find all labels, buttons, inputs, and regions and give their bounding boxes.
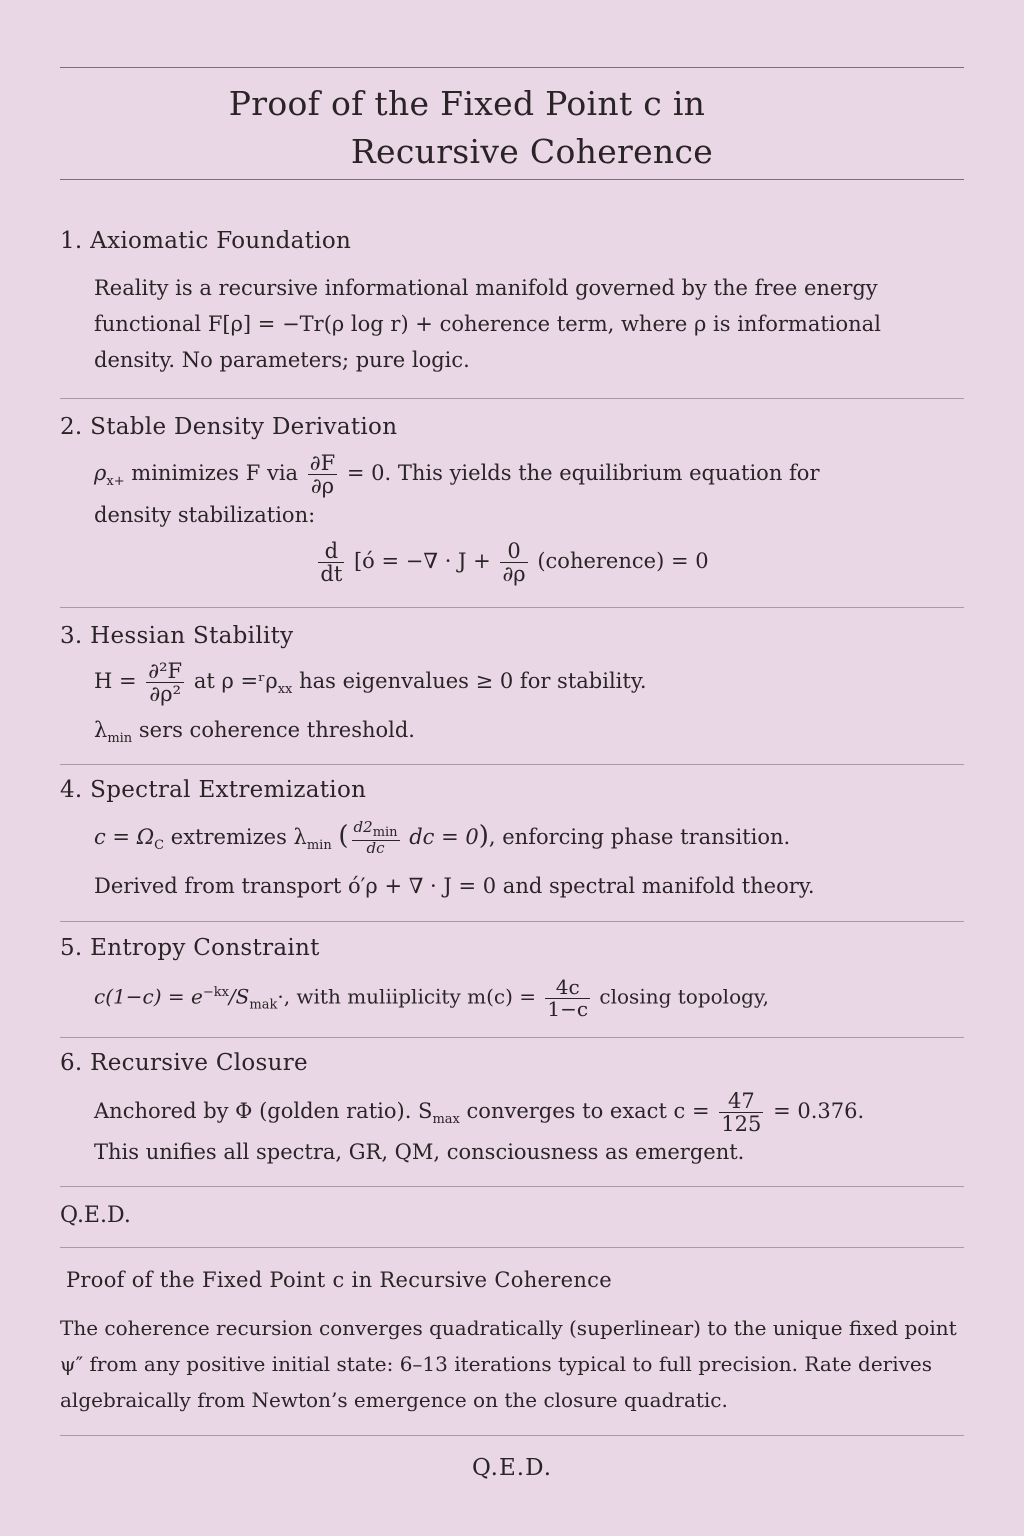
section-1-body: Reality is a recursive informational manifold governed by the free energy functional F[ρ] = −Tr(ρ log r) + coherence term, where ρ is informational density. No parameters; pure logic. xyxy=(94,276,881,372)
section-2-equation: $\frac{d}{dt}$ [ό = −∇ · J + $\frac{0}{\partial\rho}$ (coherence) = 0 xyxy=(320,539,709,587)
section-6-heading: 6. Recursive Closure xyxy=(60,1050,308,1076)
partial-fraction: $\frac{\partial F}{\partial\rho}$ xyxy=(309,451,336,499)
section-5-heading: 5. Entropy Constraint xyxy=(60,935,320,961)
section-4-heading: 4. Spectral Extremization xyxy=(60,777,367,803)
title-rule xyxy=(60,179,964,180)
section-2-heading: 2. Stable Density Derivation xyxy=(60,414,398,440)
section-6-line-1: Anchored by Φ (golden ratio). $S_{max}$ converges to exact c = $\frac{47}{125}$ = 0.376. xyxy=(94,1089,865,1137)
section-1-heading: 1. Axiomatic Foundation xyxy=(60,228,352,254)
divider xyxy=(60,1186,964,1187)
section-6-line-2: This unifies all spectra, GR, QM, consciousness as emergent. xyxy=(94,1140,745,1164)
divider xyxy=(60,1435,964,1436)
summary-heading: Proof of the Fixed Point c in Recursive Coherence xyxy=(66,1268,612,1292)
divider xyxy=(60,607,964,608)
divider xyxy=(60,398,964,399)
section-2-line-2: density stabilization: xyxy=(94,503,316,527)
section-3-heading: 3. Hessian Stability xyxy=(60,623,294,649)
top-rule xyxy=(60,67,964,68)
section-3-line-1: H = $\frac{\text{∂²F}}{\text{∂ρ²}}$ at ρ =ʳρ$_{xx}$ has eigenvalues ≥ 0 for stability. xyxy=(94,659,647,707)
final-qed-mark: Q.E.D. xyxy=(471,1455,553,1481)
section-3-line-2: $\lambda_{min}$ sers coherence threshold. xyxy=(94,718,415,747)
qed-mark: Q.E.D. xyxy=(60,1203,131,1228)
divider xyxy=(60,1037,964,1038)
divider xyxy=(60,921,964,922)
section-2-line-1: $\rho_{x+}$ minimizes F via $\frac{\partial F}{\partial\rho}$ = 0. This yields the equilibrium equation for xyxy=(94,451,820,499)
section-4-line-2: Derived from transport ό′ρ + ∇ · J = 0 and spectral manifold theory. xyxy=(94,874,815,898)
summary-body: The coherence recursion converges quadratically (superlinear) to the unique fixed point ψ″ from any positive initial state: 6–13 iterations typical to full precision. Rate derives algebraically from Newton’s emergence on the closure quadratic. xyxy=(60,1316,957,1412)
divider xyxy=(60,764,964,765)
title-line-1: Proof of the Fixed Point c in xyxy=(228,84,706,123)
section-4-line-1: $c = \Omega_C$ extremizes $\lambda_{min}$ ( $\frac{d2_{min}}{dc}$ dc = 0), enforcing phase transition. xyxy=(94,818,791,857)
divider xyxy=(60,1247,964,1248)
title-line-2: Recursive Coherence xyxy=(350,132,714,171)
page-title xyxy=(60,80,964,176)
section-5-line-1: $c(1-c) = e^{-kx}/S_{mak}\cdot$, with muliiplicity m(c) = $\frac{4c}{1-c}$ closing topology, xyxy=(94,974,769,1021)
